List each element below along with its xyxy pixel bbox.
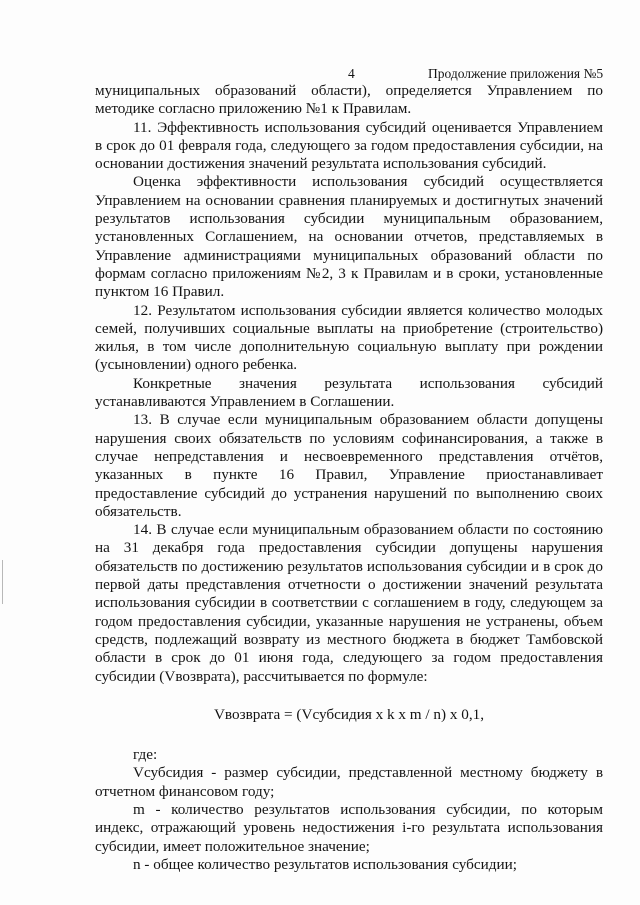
paragraph-efficiency-assessment: Оценка эффективности использования субсидий осуществляется Управлением на основании сравнения планируемых и достигнутых значений результатов использования субсидии муниципальным образованием, установленных Соглашением, на основании отчетов, представляемых в Управление администрациями муниципальных образований области по формам согласно приложениям №2, 3 к Правилам и в сроки, установленные пунктом 16 Правил. <box>95 173 603 301</box>
paragraph-clause-14: 14. В случае если муниципальным образованием области по состоянию на 31 декабря года предоставления субсидии допущены нарушения обязательств по достижению результатов использования субсидии и в срок до первой даты представления отчетности о достижении значений результата использования субсидии в соответствии с соглашением в году, следующем за годом предоставления субсидии, указанные нарушения не устранены, объем средств, подлежащий возврату из местного бюджета в бюджет Тамбовской области в срок до 01 июня года, следующего за годом предоставления субсидии (Vвозврата), рассчитывается по формуле: <box>95 521 603 685</box>
appendix-continuation-label: Продолжение приложения №5 <box>428 66 604 81</box>
paragraph-specific-values: Конкретные значения результата использования субсидий устанавливаются Управлением в Соглашении. <box>95 374 603 411</box>
definition-n: n - общее количество результатов использования субсидии; <box>133 855 517 873</box>
page-number: 4 <box>348 66 355 81</box>
scan-edge-mark <box>2 560 3 604</box>
definition-v-subsidy: Vсубсидия - размер субсидии, представленной местному бюджету в отчетном финансовом году; <box>95 764 603 800</box>
paragraph-clause-12: 12. Результатом использования субсидии является количество молодых семей, получивших социальные выплаты на приобретение (строительство) жилья, в том числе дополнительную социальную выплату при рождении (усыновлении) одного ребенка. <box>95 301 603 374</box>
paragraph-clause-13: 13. В случае если муниципальным образованием области допущены нарушения своих обязательств по условиям софинансирования, а также в случае непредставления и несвоевременного представления отчётов, указанных в пункте 16 Правил, Управление приостанавливает предоставление субсидий до устранения нарушений по выполнению своих обязательств. <box>95 411 603 520</box>
document-body <box>95 82 603 874</box>
refund-formula: Vвозврата = (Vсубсидия x k x m / n) x 0,1, <box>213 705 485 723</box>
definition-where: где: <box>133 746 158 764</box>
definition-m: m - количество результатов использования субсидии, по которым индекс, отражающий уровень недостижения i-го результата использования субсидии, имеет положительное значение; <box>95 800 603 855</box>
paragraph-clause-11: 11. Эффективность использования субсидий оценивается Управлением в срок до 01 февраля года, следующего за годом предоставления субсидии, на основании достижения значений результата использования субсидий. <box>95 118 603 173</box>
paragraph-continued: муниципальных образований области), определяется Управлением по методике согласно приложению №1 к Правилам. <box>95 82 603 118</box>
